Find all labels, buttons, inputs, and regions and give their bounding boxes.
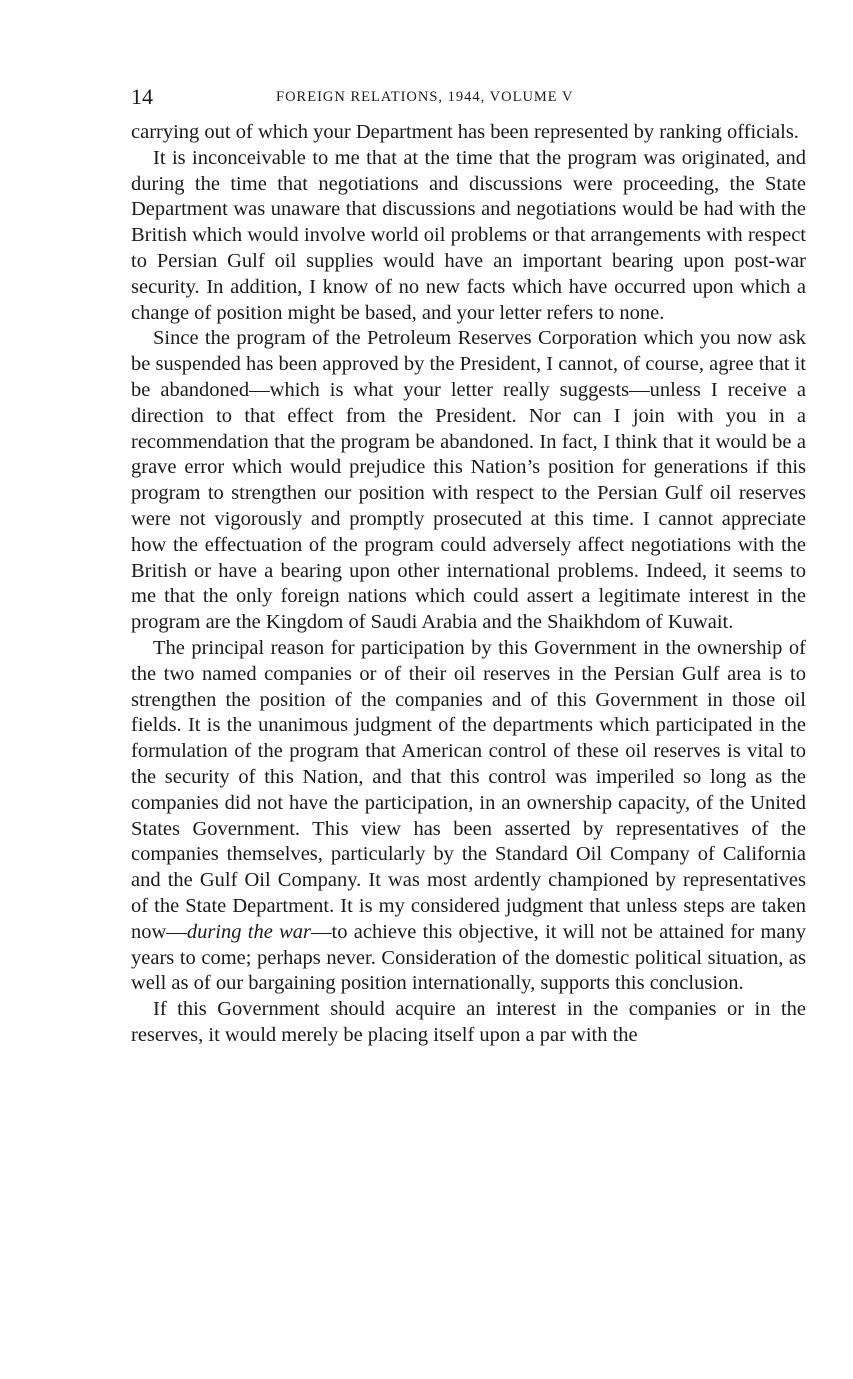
page-header	[131, 80, 806, 120]
italic-phrase: during the war	[186, 920, 312, 943]
document-page	[131, 80, 806, 1049]
page-number: 14	[131, 84, 153, 109]
paragraph: If this Government should acquire an interest in the companies or in the reserves, it would merely be placing itself upon a par with the	[131, 998, 806, 1046]
paragraph-text: The principal reason for participation by this Government in the ownership of the two named companies or of their oil reserves in the Persian Gulf area is to strengthen the position of the companies and of this Government in those oil fields. It is the unanimous judgment of the departments which participated in the formulation of the program that American control of these oil reserves is vital to the security of this Nation, and that this control was imperiled so long as the companies did not have the participation, in an ownership capacity, of the United States Government. This view has been asserted by representatives of the companies themselves, particularly by the Standard Oil Company of California and the Gulf Oil Company. It was most ardently championed by representatives of the State Department. It is my considered judgment that unless steps are taken now—	[131, 636, 806, 943]
paragraph-continued: carrying out of which your Department has been represented by ranking officials.	[131, 121, 799, 143]
paragraph-text: —to achieve this objective, it will not be attained for many years to come; perhaps never. Consideration of the domestic political situation, as well as of our bargaining position internationally, supports this conclusion.	[131, 920, 806, 995]
body-text	[131, 120, 806, 1049]
paragraph: Since the program of the Petroleum Reserves Corporation which you now ask be suspended has been approved by the President, I cannot, of course, agree that it be abandoned—which is what your letter really suggests—unless I receive a direction to that effect from the President. Nor can I join with you in a recommendation that the program be abandoned. In fact, I think that it would be a grave error which would prejudice this Nation’s position for generations if this program to strengthen our position with respect to the Persian Gulf oil reserves were not vigorously and promptly prosecuted at this time. I cannot appreciate how the effectuation of the program could adversely affect negotiations with the British or have a bearing upon other international problems. Indeed, it seems to me that the only foreign nations which could assert a legitimate interest in the program are the Kingdom of Saudi Arabia and the Shaikhdom of Kuwait.	[131, 327, 806, 634]
paragraph	[131, 636, 806, 997]
paragraph: It is inconceivable to me that at the time that the program was originated, and during the time that negotiations and discussions were proceeding, the State Department was unaware that discussions and negotiations would be had with the British which would involve world oil problems or that arrangements with respect to Persian Gulf oil supplies would have an important bearing upon post-war security. In addition, I know of no new facts which have occurred upon which a change of position might be based, and your letter refers to none.	[131, 146, 806, 324]
running-head: FOREIGN RELATIONS, 1944, VOLUME V	[276, 89, 574, 105]
